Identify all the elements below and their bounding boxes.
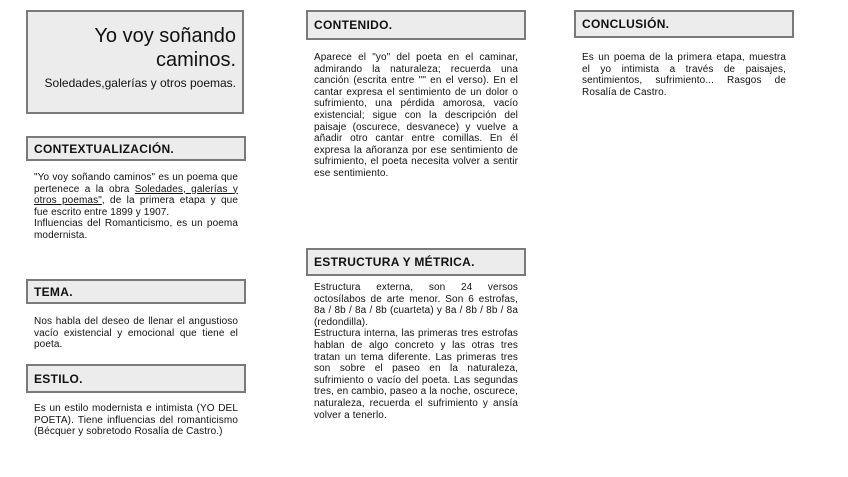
contextualizacion-text-1: "Yo voy soñando caminos" es un poema que pertenece a la obra — [34, 172, 238, 195]
title-box — [26, 10, 244, 114]
heading-contextualizacion: CONTEXTUALIZACIÓN. — [26, 136, 246, 161]
estilo-text: Es un estilo modernista e intimista (YO DEL POETA). Tiene influencias del romanticismo (Bécquer y sobretodo Rosalía de Castro.) — [34, 403, 238, 438]
contextualizacion-text-3: Influencias del Romanticismo, es un poema modernista. — [34, 218, 238, 241]
heading-conclusion: CONCLUSIÓN. — [574, 10, 794, 38]
estructura-text-2: Estructura interna, las primeras tres estrofas hablan de algo concreto y las otras tres tratan un tema diferente. Las primeras tres son sobre el paseo en la naturaleza, sufrimiento o vacío del poeta. Las segundas tres, en cambio, paseo a la noche, oscurece, naturaleza, recuerda el sufrimiento y ansía volver a tenerlo. — [314, 328, 518, 421]
estructura-text — [314, 282, 518, 421]
heading-contenido: CONTENIDO. — [306, 10, 526, 40]
conclusion-text: Es un poema de la primera etapa, muestra el yo intimista a través de paisajes, sentimientos, sufrimiento... Rasgos de Rosalía de Castro. — [582, 52, 786, 98]
work-title-link: Soledades, galerías y otros poemas" — [34, 183, 238, 207]
contenido-text: Aparece el "yo" del poeta en el caminar, admirando la naturaleza; recuerda una canción (escrita entre "" en el verso). En el cantar expresa el sentimiento de un dolor o sufrimiento, una pérdida amorosa, vacío existencial; sigue con la descripción del paisaje (oscurece, desvanece) y vuelve a añadir otro cantar entre comillas. En él expresa la añoranza por ese sentimiento de sufrimiento, el poeta necesita volver a sentir ese sentimiento. — [314, 52, 518, 179]
heading-tema: TEMA. — [26, 279, 246, 304]
heading-estilo: ESTILO. — [26, 364, 246, 393]
tema-text: Nos habla del deseo de llenar el angustioso vacío existencial y emocional que tiene el poeta. — [34, 316, 238, 351]
contextualizacion-text-2: , de la primera etapa y que fue escrito entre 1899 y 1907. — [34, 195, 238, 218]
contextualizacion-text — [34, 172, 238, 242]
estructura-text-1: Estructura externa, son 24 versos octosílabos de arte menor. Son 6 estrofas, 8a / 8b / 8a / 8b (cuarteta) y 8a / 8b / 8b / 8a (redondilla). — [314, 282, 518, 328]
document-subtitle: Soledades,galerías y otros poemas. — [44, 76, 236, 90]
heading-estructura: ESTRUCTURA Y MÉTRICA. — [306, 248, 526, 276]
document-title: Yo voy soñando caminos. — [94, 25, 236, 71]
